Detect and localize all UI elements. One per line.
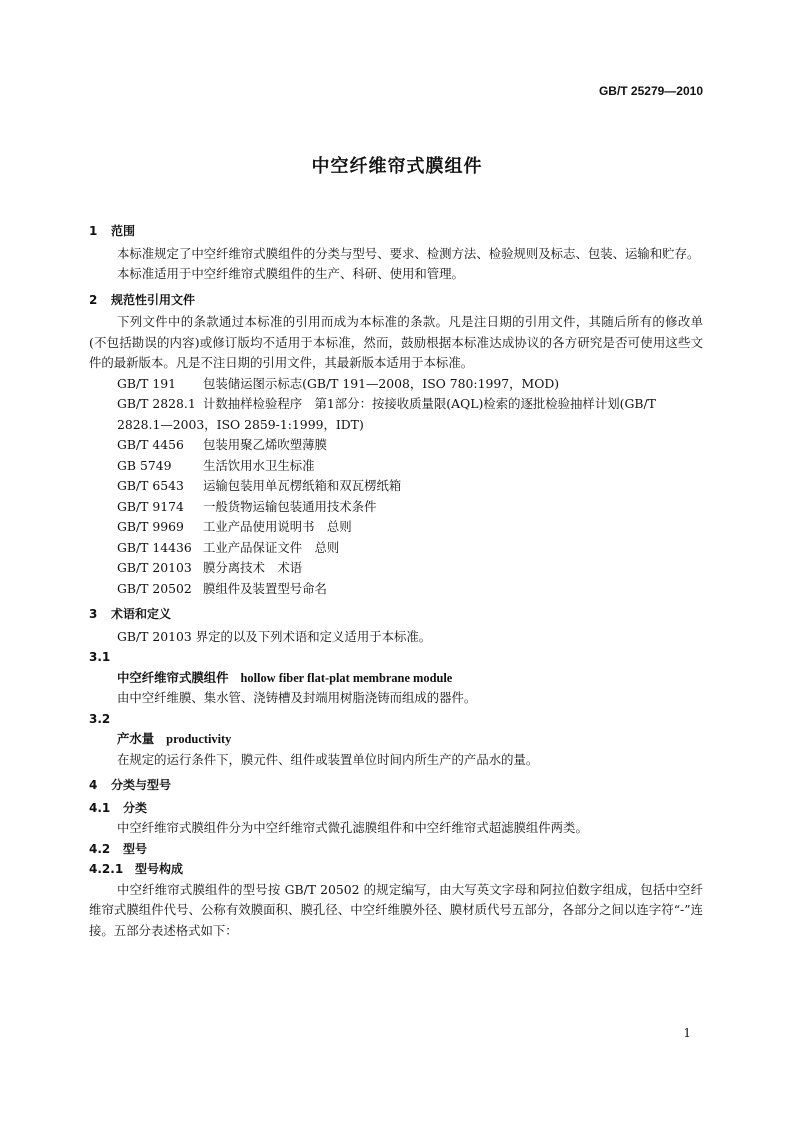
subsection-4-2-heading — [89, 839, 703, 860]
reference-item — [89, 374, 703, 395]
section-number: 1 — [89, 224, 98, 238]
reference-code: GB/T 20103 — [117, 560, 192, 575]
reference-code: GB/T 9969 — [117, 519, 184, 534]
subsection-title: 分类 — [123, 800, 148, 815]
reference-item — [89, 538, 703, 559]
standard-code: GB/T 25279—2010 — [598, 84, 703, 98]
subsection-title: 型号构成 — [135, 862, 184, 876]
section-title: 范围 — [111, 224, 136, 238]
term-definition: 在规定的运行条件下，膜元件、组件或装置单位时间内所生产的产品水的量。 — [117, 751, 539, 767]
reference-title: 包装储运图示标志(GB/T 191—2008，ISO 780:1997，MOD) — [203, 375, 560, 391]
reference-item — [89, 435, 703, 456]
reference-item — [89, 558, 703, 579]
reference-code: GB/T 4456 — [117, 437, 184, 452]
section-title: 术语和定义 — [111, 607, 172, 621]
term-en: productivity — [166, 732, 232, 746]
paragraph: 下列文件中的条款通过本标准的引用而成为本标准的条款。凡是注日期的引用文件，其随后所有的修改单(不包括勘误的内容)或修订版均不适用于本标准，然而，鼓励根据本标准达成协议的各方研究是否可使用这些文件的最新版本。凡是不注日期的引用文件，其最新版本适用于本标准。 — [89, 314, 703, 370]
document-title: 中空纤维帘式膜组件 — [311, 156, 483, 177]
document-body — [89, 216, 703, 941]
section-3-heading — [89, 604, 703, 625]
reference-item — [89, 517, 703, 538]
reference-title: 工业产品使用说明书 总则 — [203, 519, 352, 534]
section-number: 4 — [89, 778, 98, 792]
reference-code: GB/T 191 — [117, 375, 177, 391]
reference-title: 运输包装用单瓦楞纸箱和双瓦楞纸箱 — [203, 478, 402, 493]
term-zh: 中空纤维帘式膜组件 — [117, 669, 229, 685]
subsection-number: 4.1 — [89, 800, 111, 815]
paragraph: 中空纤维帘式膜组件的型号按 GB/T 20502 的规定编写，由大写英文字母和阿拉伯数字组成，包括中空纤维帘式膜组件代号、公称有效膜面积、膜孔径、中空纤维膜外径、膜材质代号五部分，各部分之间以连字符“-”连接。五部分表述格式如下： — [89, 881, 703, 938]
section-number: 2 — [89, 292, 98, 307]
reference-code: GB/T 20502 — [117, 580, 192, 596]
section-2-heading — [89, 290, 703, 311]
subsection-4-2-1-heading — [89, 859, 703, 880]
section-4-heading — [89, 775, 703, 796]
subsection-number: 4.2.1 — [89, 862, 124, 876]
reference-title: 计数抽样检验程序 第1部分：按接收质量限(AQL)检索的逐批检验抽样计划(GB/T 2828.1—2003，ISO 2859-1:1999，IDT) — [117, 396, 656, 432]
subsection-4-1-heading — [89, 798, 703, 819]
term-entry — [89, 729, 703, 750]
section-title: 分类与型号 — [111, 778, 172, 792]
reference-title: 工业产品保证文件 总则 — [203, 539, 340, 555]
reference-list — [89, 374, 703, 600]
term-number: 3.1 — [89, 650, 111, 664]
reference-code: GB 5749 — [117, 457, 172, 473]
reference-code: GB/T 14436 — [117, 539, 192, 555]
paragraph: GB/T 20103 界定的以及下列术语和定义适用于本标准。 — [117, 628, 432, 644]
term-entry — [89, 668, 703, 689]
section-1-heading — [89, 221, 703, 242]
reference-code: GB/T 6543 — [117, 478, 184, 493]
paragraph: 中空纤维帘式膜组件分为中空纤维帘式微孔滤膜组件和中空纤维帘式超滤膜组件两类。 — [117, 820, 588, 835]
term-definition: 由中空纤维膜、集水管、浇铸槽及封端用树脂浇铸而组成的器件。 — [117, 690, 477, 705]
reference-title: 膜分离技术 术语 — [203, 560, 303, 575]
term-zh: 产水量 — [117, 731, 155, 746]
section-title: 规范性引用文件 — [111, 292, 196, 307]
paragraph: 本标准规定了中空纤维帘式膜组件的分类与型号、要求、检测方法、检验规则及标志、包装、运输和贮存。 — [117, 245, 700, 261]
reference-title: 一般货物运输包装通用技术条件 — [203, 498, 377, 514]
reference-item — [89, 394, 703, 435]
reference-item — [89, 456, 703, 477]
reference-title: 生活饮用水卫生标准 — [203, 457, 315, 473]
paragraph: 本标准适用于中空纤维帘式膜组件的生产、科研、使用和管理。 — [117, 266, 464, 281]
subsection-number: 4.2 — [89, 841, 111, 856]
reference-item — [89, 476, 703, 497]
subsection-title: 型号 — [123, 841, 148, 856]
page-number: 1 — [683, 1026, 691, 1040]
reference-code: GB/T 2828.1 — [117, 396, 196, 411]
term-number: 3.2 — [89, 711, 111, 726]
reference-item — [89, 497, 703, 518]
section-number: 3 — [89, 607, 98, 621]
reference-item — [89, 579, 703, 600]
term-en: hollow fiber flat-plat membrane module — [240, 670, 453, 685]
reference-title: 包装用聚乙烯吹塑薄膜 — [203, 437, 327, 452]
reference-title: 膜组件及装置型号命名 — [203, 580, 327, 596]
reference-code: GB/T 9174 — [117, 498, 184, 514]
